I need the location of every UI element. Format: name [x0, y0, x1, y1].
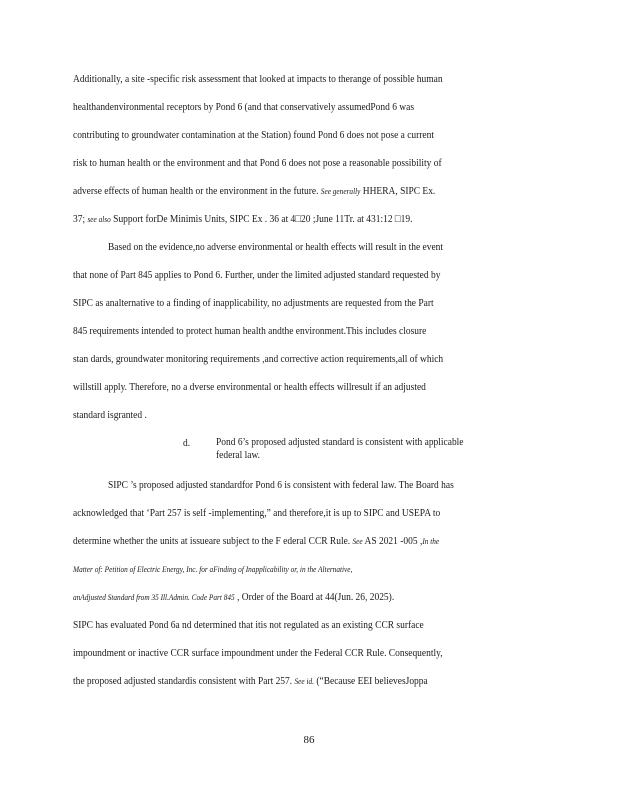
text-line: risk to human health or the environment and that Pond 6 does not pose a reasonable possibility of — [73, 157, 442, 169]
text-span: 37; — [73, 213, 88, 225]
text-line: standard isgranted . — [73, 409, 147, 421]
section-number: d. — [183, 437, 191, 449]
heading-line: federal law. — [216, 449, 261, 461]
text-line: 845 requirements intended to protect human health andthe environment.This includes closure — [73, 325, 427, 337]
citation-signal: See — [352, 536, 363, 546]
citation-signal: See generally — [320, 186, 361, 196]
text-line: SIPC has evaluated Pond 6a nd determined that itis not regulated as an existing CCR surface — [73, 619, 424, 631]
text-span: (“Because EEI believesJoppa — [313, 675, 428, 687]
text-span: determine whether the units at issueare subject to the F ederal CCR Rule. — [73, 535, 353, 547]
text-line: SIPC ’s proposed adjusted standardfor Pond 6 is consistent with federal law. The Board has — [108, 479, 454, 491]
text-span: adverse effects of human health or the environment in the future. — [73, 185, 321, 197]
text-line: stan dards, groundwater monitoring requirements ,and corrective action requirements,all of which — [73, 353, 444, 365]
text-line — [73, 212, 477, 226]
text-line — [73, 590, 477, 604]
text-line: willstill apply. Therefore, no a dverse environmental or health effects willresult if an adjusted — [73, 381, 426, 393]
citation-signal: see also — [87, 214, 111, 224]
text-span: Support forDe Minimis Units, SIPC Ex . 36 at 4□20 ;June 11Tr. at 431:12 □19. — [110, 213, 413, 225]
text-line — [73, 184, 477, 198]
section-heading — [216, 436, 500, 462]
text-line — [73, 534, 477, 548]
text-line: contributing to groundwater contamination at the Station) found Pond 6 does not pose a current — [73, 129, 434, 141]
text-line: impoundment or inactive CCR surface impoundment under the Federal CCR Rule. Consequently, — [73, 647, 443, 659]
case-name: anAdjusted Standard from 35 Ill.Admin. Code Part 845 — [73, 592, 235, 602]
citation-signal: See id. — [294, 676, 314, 686]
text-line: SIPC as analternative to a finding of inapplicability, no adjustments are requested from the Part — [73, 297, 434, 309]
text-line: healthandenvironmental receptors by Pond 6 (and that conservatively assumedPond 6 was — [73, 101, 415, 113]
case-name: In the — [422, 536, 440, 546]
text-line — [73, 674, 477, 688]
text-span: , Order of the Board at 44(Jun. 26, 2025). — [234, 591, 395, 603]
heading-line: Pond 6’s proposed adjusted standard is consistent with applicable — [216, 436, 464, 448]
text-span: the proposed adjusted standardis consistent with Part 257. — [73, 675, 295, 687]
text-line: acknowledged that ‘Part 257 is self -implementing,” and therefore,it is up to SIPC and USEPA to — [73, 507, 441, 519]
case-name-line: Matter of: Petition of Electric Energy, Inc. for aFinding of Inapplicability or, in the Alternative, — [73, 564, 353, 574]
text-span: AS 2021 -005 , — [362, 535, 423, 547]
text-span: HHERA, SIPC Ex. — [360, 185, 436, 197]
text-line: Based on the evidence,no adverse environmental or health effects will result in the event — [108, 241, 444, 253]
page-number: 86 — [303, 734, 315, 746]
text-line: Additionally, a site -specific risk assessment that looked at impacts to therange of possible human — [73, 73, 443, 85]
text-line: that none of Part 845 applies to Pond 6. Further, under the limited adjusted standard requested by — [73, 269, 441, 281]
